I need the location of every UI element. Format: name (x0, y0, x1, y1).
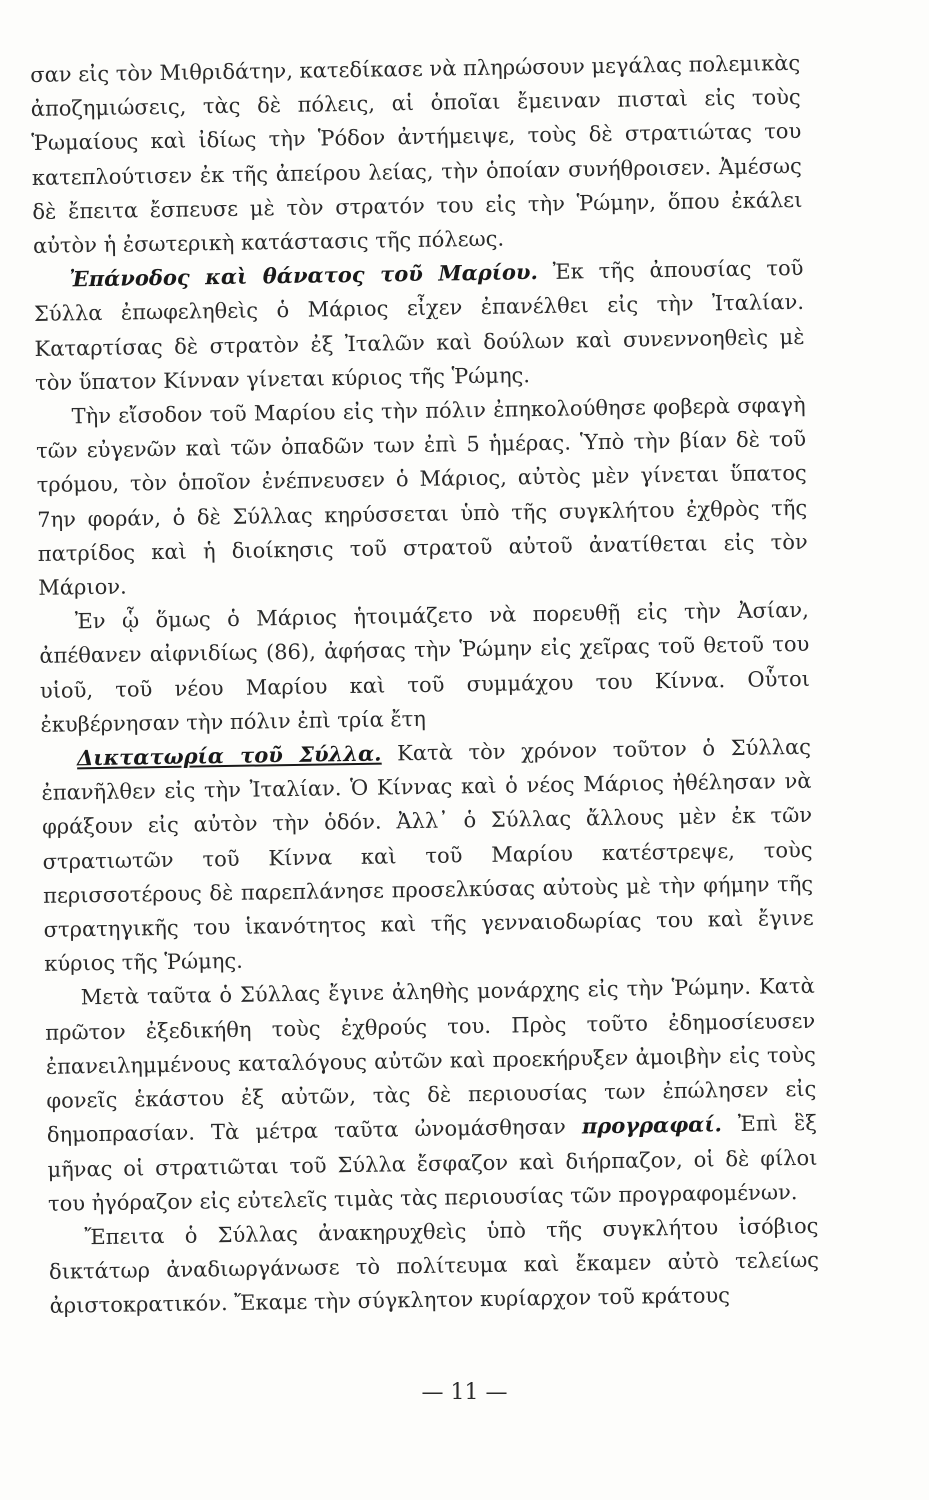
paragraph-7 (48, 1209, 820, 1324)
term-proscriptions: προγραφαί. (581, 1111, 723, 1139)
paragraph-5-text: Κατὰ τὸν χρόνον τοῦτον ὁ Σύλλας ἐπανῆλθεν εἰς τὴν Ἰταλίαν. Ὁ Κίννας καὶ ὁ νέος Μάριος ἠθέλησαν νὰ φράξουν εἰς αὐτὸν τὴν ὁδόν. Ἀλλ᾽ ὁ Σύλλας ἄλλους μὲν ἐκ τῶν στρατιωτῶν τοῦ Κίννα καὶ τοῦ Μαρίου κατέστρεψε, τοὺς περισσοτέρους δὲ παρεπλάνησε προσελκύσας αὐτοὺς μὲ τὴν φήμην τῆς στρατηγικῆς του ἱκανότητος καὶ τῆς γενναιοδωρίας του καὶ ἔγινε κύριος τῆς Ῥώμης. (41, 734, 814, 977)
paragraph-2 (33, 251, 805, 400)
paragraph-4 (39, 593, 811, 742)
paragraph-2-text: Ἐκ τῆς ἀπουσίας τοῦ Σύλλα ἐπωφεληθεὶς ὁ Μάριος εἶχεν ἐπανέλθει εἰς τὴν Ἰταλίαν. Καταρτίσας δὲ στρατὸν ἐξ Ἰταλῶν καὶ δούλων καὶ συνεννοηθεὶς μὲ τὸν ὕπατον Κίνναν γίνεται κύριος τῆς Ῥώμης. (33, 256, 805, 395)
paragraph-3-text: Τὴν εἴσοδον τοῦ Μαρίου εἰς τὴν πόλιν ἐπηκολούθησε φοβερὰ σφαγὴ τῶν εὐγενῶν καὶ τῶν ὀπαδῶν των ἐπὶ 5 ἡμέρας. Ὑπὸ τὴν βίαν δὲ τοῦ τρόμου, τὸν ὁποῖον ἐνέπνευσεν ὁ Μάριος, αὐτὸς μὲν γίνεται ὕπατος 7ην φοράν, ὁ δὲ Σύλλας κηρύσσεται ὑπὸ τῆς συγκλήτου ἐχθρὸς τῆς πατρίδος καὶ ἡ διοίκησις τοῦ στρατοῦ αὐτοῦ ἀνατίθεται εἰς τὸν Μάριον. (35, 392, 808, 600)
paragraph-1 (30, 46, 803, 263)
paragraph-5 (41, 730, 815, 981)
page-number: — 11 — (421, 1380, 508, 1405)
paragraph-6 (45, 969, 819, 1220)
section-heading-sulla-dictatorship: Δικτατωρία τοῦ Σύλλα. (76, 740, 382, 771)
paragraph-1-text: σαν εἰς τὸν Μιθριδάτην, κατεδίκασε νὰ πληρώσουν μεγάλας πολεμικὰς ἀποζημιώσεις, τὰς δὲ πόλεις, αἱ ὁποῖαι ἔμειναν πισταὶ εἰς τοὺς Ῥωμαίους καὶ ἰδίως τὴν Ῥόδον ἀντήμειψε, τοὺς δὲ στρατιώτας του κατεπλούτισεν ἐκ τῆς ἀπείρου λείας, τὴν ὁποίαν συνήθροισεν. Ἀμέσως δὲ ἔπειτα ἔσπευσε μὲ τὸν στρατόν του εἰς τὴν Ῥώμην, ὅπου ἐκάλει αὐτὸν ἡ ἐσωτερικὴ κατάστασις τῆς πόλεως. (30, 50, 803, 258)
paragraph-6-text-after: Ἐπὶ ἓξ μῆνας οἱ στρατιῶται τοῦ Σύλλα ἔσφαζον καὶ διήρπαζον, οἱ δὲ φίλοι του ἠγόραζον εἰς εὐτελεῖς τιμὰς τὰς περιουσίας τῶν προγραφομένων. (47, 1111, 818, 1216)
paragraph-6-text-before: Μετὰ ταῦτα ὁ Σύλλας ἔγινε ἀληθὴς μονάρχης εἰς τὴν Ῥώμην. Κατὰ πρῶτον ἐξεδικήθη τοὺς ἐχθρούς του. Πρὸς τοῦτο ἐδημοσίευσεν ἐπανειλημμένους καταλόγους αὐτῶν καὶ προεκήρυξεν ἀμοιβὴν εἰς τοὺς φονεῖς ἑκάστου ἐξ αὐτῶν, τὰς δὲ περιουσίας των ἐπώλησεν εἰς δημοπρασίαν. Τὰ μέτρα ταῦτα ὠνομάσθησαν (45, 974, 817, 1148)
body-text (30, 46, 820, 1323)
paragraph-7-text: Ἔπειτα ὁ Σύλλας ἀνακηρυχθεὶς ὑπὸ τῆς συγκλήτου ἰσόβιος δικτάτωρ ἀναδιωργάνωσε τὸ πολίτευμα καὶ ἔκαμεν αὐτὸ τελείως ἀριστοκρατικόν. Ἔκαμε τὴν σύγκλητον κυρίαρχον τοῦ κράτους (48, 1213, 820, 1319)
paragraph-4-text: Ἐν ᾧ ὅμως ὁ Μάριος ἡτοιμάζετο νὰ πορευθῇ εἰς τὴν Ἀσίαν, ἀπέθανεν αἰφνιδίως (86), ἀφήσας τὴν Ῥώμην εἰς χεῖρας τοῦ θετοῦ του υἱοῦ, τοῦ νέου Μαρίου καὶ τοῦ συμμάχου του Κίννα. Οὗτοι ἐκυβέρνησαν τὴν πόλιν ἐπὶ τρία ἔτη (39, 598, 811, 737)
paragraph-3 (35, 388, 808, 605)
section-heading-marius-return: Ἐπάνοδος καὶ θάνατος τοῦ Μαρίου. (69, 259, 539, 292)
